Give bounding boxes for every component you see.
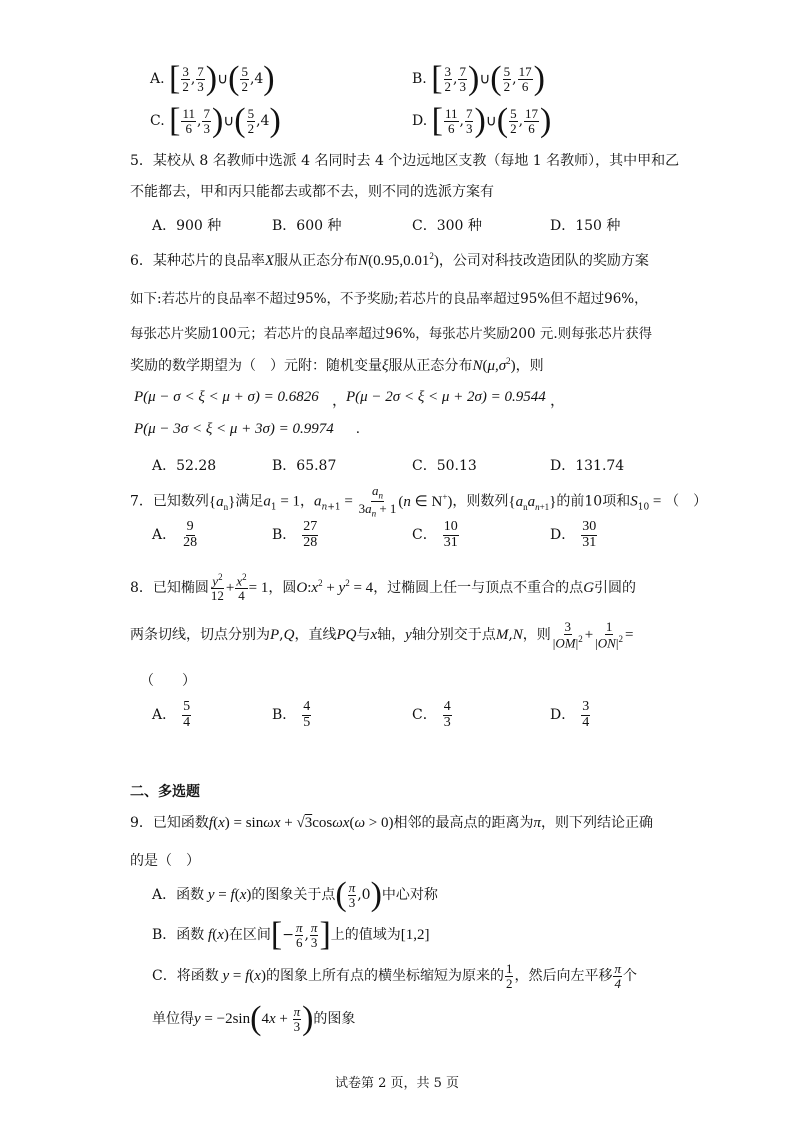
q9-option-c-line-2: 单位得y = −2sin(4x + $\frac{\pi}{3}$ )的图象 [152,1000,356,1037]
q6-option-a: A．52.28 [152,458,217,474]
q9-option-c: C．将函数 y = f(x)的图象上所有点的横坐标缩短为原来的 $\frac{1}{2}$ ，然后向左平移 $\frac{\pi}{4}$ 个 [152,961,637,991]
q4-option-b: B. [ $\frac{3}{2}$ , $\frac{7}{3}$ )∪( $\frac{5}{2}$ , $\frac{17}{6}$ ) [412,60,545,97]
q8-option-a: A． $\frac{5}{4}$ [152,699,191,730]
q6-line-4: 奖励的数学期望为（ ）元附：随机变量ξ服从正态分布$N(\mu,\sigma^2)$，则 [130,356,544,374]
q7-option-a: A． $\frac{9}{28}$ [152,519,198,550]
q6-prob-2: P(μ − 2σ < ξ < μ + 2σ) = 0.9544 [346,389,546,405]
option-label: D. [412,113,428,129]
q5-line-1: 5．某校从 8 名教师中选派 4 名同时去 4 个边远地区支教（每地 1 名教师），其中甲和乙 [130,153,680,169]
q7-option-d: D． $\frac{30}{31}$ [550,519,597,550]
q4-option-d: D. [ $\frac{11}{6}$ , $\frac{7}{3}$ )∪( $\frac{5}{2}$ , $\frac{17}{6}$ ) [412,102,552,139]
section-title: 二、多选题 [130,784,200,800]
q9-line-2: 的是（ ） [130,853,200,869]
q6-option-b: B．65.87 [272,458,337,474]
option-label: B. [412,71,427,87]
q6-option-c: C．50.13 [412,458,477,474]
q7-option-c: C． $\frac{10}{31}$ [412,519,458,550]
q8-line-2: 两条切线，切点分别为P,Q，直线PQ与x轴，y轴分别交于点M,N，则 $\frac{3}{|OM|^2}$ + $\frac{1}{|ON|^2}$ = [130,619,634,650]
q6-prob-1: P(μ − σ < ξ < μ + σ) = 0.6826 [134,389,319,405]
q5-option-d: D．150 种 [550,218,621,234]
q6-line-3: 每张芯片奖励100元；若芯片的良品率超过96%，每张芯片奖励200 元.则每张芯片获得 [130,326,653,342]
q8-option-d: D． $\frac{3}{4}$ [550,699,590,730]
q5-option-b: B．600 种 [272,218,342,234]
q5-option-c: C．300 种 [412,218,482,234]
q6-line-2: 如下:若芯片的良品率不超过95%，不予奖励;若芯片的良品率超过95%但不超过96%， [130,291,648,307]
q6-line-1: 6．某种芯片的良品率X服从正态分布N(0.95,0.01$^2$)，公司对科技改造团队的奖励方案 [130,251,649,269]
q9-option-a: A．函数 y = f(x)的图象关于点( $\frac{\pi}{3}$ ,0)中心对称 [152,876,438,913]
option-label: A. [150,71,165,87]
q8-answer-blank: （ ） [140,673,196,689]
q7-line-1: 7．已知数列$\{a_n\}$满足$a_1 = 1$，$a_{n+1}$ = $\frac{a_n}{3a_n + 1}$ (n ∈ N+)，则数列$\{a_na_{n+1}\}$的前10项和$S_{10}$ = （ ） [130,483,708,519]
q7-option-b: B． $\frac{27}{28}$ [272,519,318,550]
q4-option-c: C. [ $\frac{11}{6}$ , $\frac{7}{3}$ )∪( $\frac{5}{2}$ ,4) [150,102,281,139]
q9-option-b: B．函数 f(x)在区间[− $\frac{\pi}{6}$ , $\frac{\pi}{3}$ ]上的值域为[1,2] [152,916,430,953]
q4-option-a: A. [ $\frac{3}{2}$ , $\frac{7}{3}$ )∪( $\frac{5}{2}$ ,4) [150,60,275,97]
q6-prob-3: P(μ − 3σ < ξ < μ + 3σ) = 0.9974 [134,421,334,437]
page-footer: 试卷第 2 页，共 5 页 [334,1076,460,1091]
q9-line-1: 9．已知函数f(x) = sinωx + √3cosωx(ω > 0)相邻的最高点的距离为π，则下列结论正确 [130,815,654,831]
q5-line-2: 不能都去，甲和丙只能都去或都不去，则不同的选派方案有 [130,184,494,200]
q8-option-b: B． $\frac{4}{5}$ [272,699,311,730]
q8-line-1: 8．已知椭圆 $\frac{y^2}{12}$ + $\frac{x^2}{4}$ = 1，圆$O:x^2 + y^2 = 4$，过椭圆上任一与顶点不重合的点G引圆的 [130,572,637,603]
q8-option-c: C． $\frac{4}{3}$ [412,699,451,730]
option-label: C. [150,113,165,129]
q6-option-d: D．131.74 [550,458,625,474]
q5-option-a: A．900 种 [152,218,222,234]
